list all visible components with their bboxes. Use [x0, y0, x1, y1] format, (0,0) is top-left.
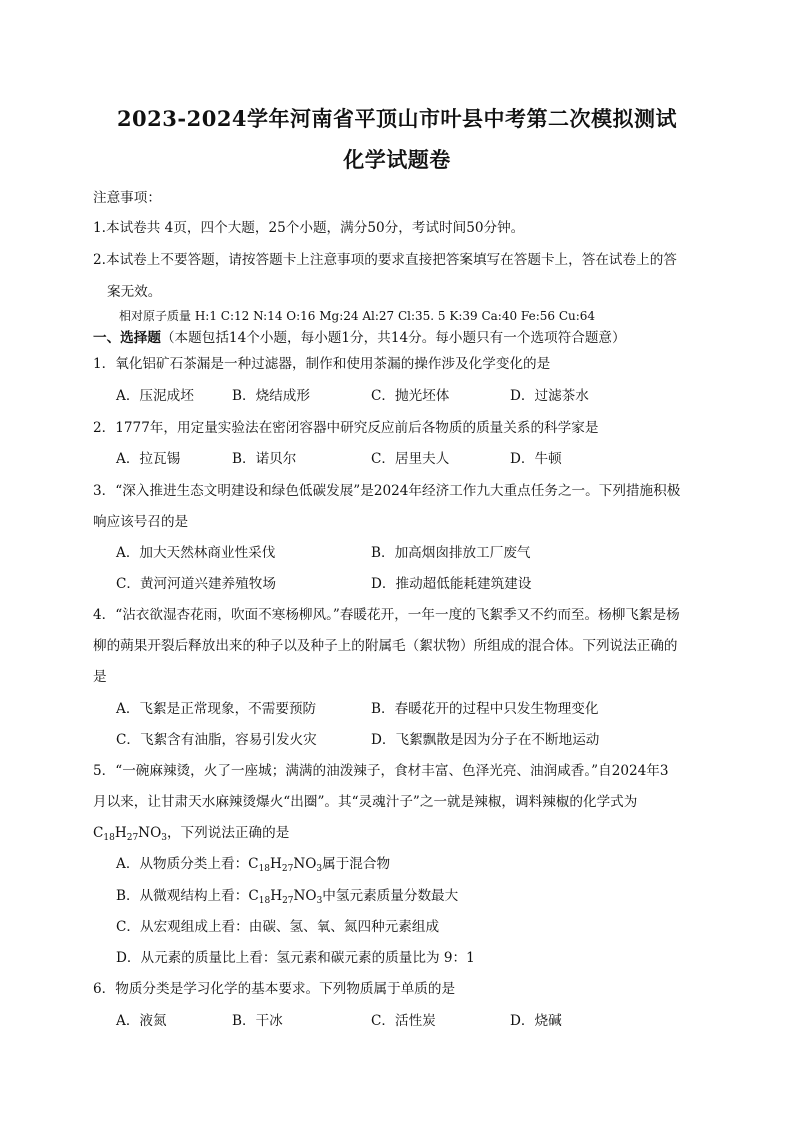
question-5-stem-line-1: 5．“一碗麻辣烫，火了一座城；满满的油泼辣子，食材丰富、色泽光亮、油润咸香。”自2024年3: [93, 763, 669, 779]
formula-sub-3: 3: [316, 896, 323, 906]
question-1-option-b: B．烧结成形: [232, 388, 310, 404]
question-4-stem-line-1: 4．“沾衣欲湿杏花雨，吹面不寒杨柳风。”春暖花开，一年一度的飞絮季又不约而至。杨柳飞絮是杨: [93, 607, 680, 623]
option-b-prefix: B．从微观结构上看：: [116, 888, 249, 904]
formula-h: H: [114, 825, 127, 841]
question-4-stem-line-3: 是: [93, 669, 107, 685]
formula-c: C: [248, 888, 259, 904]
question-4-option-a: A．飞絮是正常现象，不需要预防: [116, 701, 317, 717]
option-b-suffix: 中氢元素质量分数最大: [322, 888, 459, 904]
question-4-option-b: B．春暖花开的过程中只发生物理变化: [371, 701, 599, 717]
note-2-line-1: 2.本试卷上不要答题，请按答题卡上注意事项的要求直接把答案填写在答题卡上，答在试卷上的答: [93, 252, 677, 268]
formula-sub-18: 18: [103, 833, 115, 843]
formula-sub-3: 3: [161, 833, 167, 843]
section-heading: [93, 326, 626, 346]
question-5-option-a: [116, 852, 390, 874]
question-6-option-b: B．干冰: [232, 1013, 283, 1029]
notes-heading: 注意事项：: [93, 190, 161, 206]
formula-h: H: [270, 856, 282, 872]
question-1-option-a: A．压泥成坯: [116, 388, 194, 404]
question-6-option-c: C．活性炭: [371, 1013, 436, 1029]
note-1: 1.本试卷共 4页，四个大题，25个小题，满分50分，考试时间50分钟。: [93, 220, 525, 236]
question-3-option-b: B．加高烟囱排放工厂废气: [371, 545, 531, 561]
formula-h: H: [270, 888, 283, 904]
question-1-stem: 1．氧化铝矿石茶漏是一种过滤器，制作和使用茶漏的操作涉及化学变化的是: [93, 356, 551, 372]
option-a-prefix: A．从物质分类上看：: [116, 856, 249, 872]
question-5-stem-line-2: 月以来，让甘肃天水麻辣烫爆火“出圈”。其“灵魂汁子”之一就是辣椒，调料辣椒的化学式为: [93, 794, 638, 810]
option-a-suffix: 属于混合物: [322, 856, 391, 872]
question-6-stem: 6．物质分类是学习化学的基本要求。下列物质属于单质的是: [93, 981, 456, 997]
exam-subtitle: 化学试题卷: [343, 147, 451, 172]
question-2-option-b: B．诺贝尔: [232, 451, 297, 467]
question-5-stem-line-3: [93, 821, 289, 843]
formula-sub-27: 27: [281, 864, 294, 874]
question-5-option-c: C．从宏观组成上看：由碳、氢、氧、氮四种元素组成: [116, 919, 440, 935]
formula-c: C: [248, 856, 259, 872]
question-5-option-b: [116, 884, 458, 906]
question-5-option-d: D．从元素的质量比上看：氢元素和碳元素的质量比为 9：1: [116, 950, 475, 966]
section-description: （本题包括14个小题，每小题1分，共14分。每小题只有一个选项符合题意）: [160, 330, 626, 346]
question-4-stem-line-2: 柳的蒴果开裂后释放出来的种子以及种子上的附属毛（絮状物）所组成的混合体。下列说法正确的: [93, 638, 678, 654]
question-3-stem-line-2: 响应该号召的是: [93, 514, 189, 530]
question-1-option-c: C．抛光坯体: [371, 388, 450, 404]
note-2-line-2: 案无效。: [107, 284, 162, 300]
formula-no: NO: [293, 888, 317, 904]
formula-no: NO: [293, 856, 317, 872]
formula-sub-27: 27: [126, 833, 139, 843]
formula-no: NO: [138, 825, 162, 841]
formula-sub-3: 3: [316, 864, 323, 874]
question-4-option-c: C．飞絮含有油脂，容易引发火灾: [116, 732, 317, 748]
question-6-option-d: D．烧碱: [510, 1013, 562, 1029]
question-2-option-c: C．居里夫人: [371, 451, 450, 467]
atomic-masses: 相对原子质量 H:1 C:12 N:14 O:16 Mg:24 Al:27 Cl:35. 5 K:39 Ca:40 Fe:56 Cu:64: [119, 309, 596, 323]
question-6-option-a: A．液氮: [116, 1013, 167, 1029]
question-2-option-a: A．拉瓦锡: [116, 451, 181, 467]
question-5-stem-tail: ，下列说法正确的是: [166, 825, 290, 841]
question-3-stem-line-1: 3．“深入推进生态文明建设和绿色低碳发展”是2024年经济工作九大重点任务之一。下列措施积极: [93, 483, 681, 499]
question-1-option-d: D．过滤茶水: [510, 388, 589, 404]
question-2-stem: 2．1777年，用定量实验法在密闭容器中研究反应前后各物质的质量关系的科学家是: [93, 420, 599, 436]
section-label: 一、选择题: [93, 330, 161, 346]
question-3-option-a: A．加大天然林商业性采伐: [116, 545, 276, 561]
formula-c: C: [93, 825, 104, 841]
exam-title: 2023-2024学年河南省平顶山市叶县中考第二次模拟测试: [116, 106, 678, 131]
formula-sub-18: 18: [258, 896, 271, 906]
formula-sub-18: 18: [258, 864, 271, 874]
formula-sub-27: 27: [282, 896, 294, 906]
question-4-option-d: D．飞絮飘散是因为分子在不断地运动: [371, 732, 600, 748]
question-3-option-d: D．推动超低能耗建筑建设: [371, 576, 532, 592]
question-2-option-d: D．牛顿: [510, 451, 562, 467]
question-3-option-c: C．黄河河道兴建养殖牧场: [116, 576, 276, 592]
